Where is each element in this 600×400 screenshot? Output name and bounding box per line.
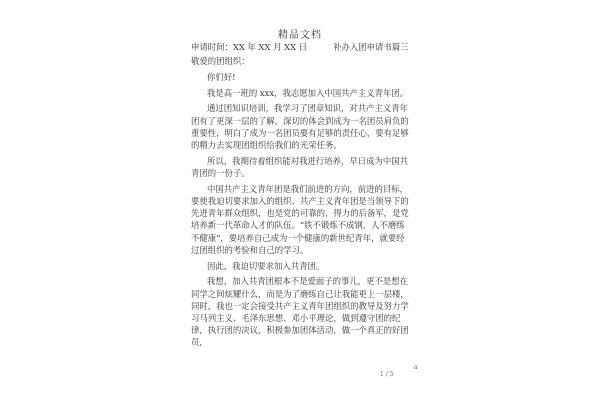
paragraph: 中国共产主义青年团是我们前进的方向，前进的目标，要使我迫切要求加入的组织、共产主义青年团是当领导下的先进青年群众组织，也是党的可靠的，得力的后备军，是党培养新一代革命人才的队伍。“铁不锻炼不成钢，人不磨练不健康”，要培养自己成为一个健康的新世纪青年，就要经过团组织的考验和自己的学习。 — [191, 183, 409, 255]
greeting: 你们好! — [207, 71, 236, 82]
paragraph: 我想，加入共青团根本不是爱面子的事儿，更不是想在同学之间炫耀什么，而是为了磨练自己让我能更上一层楼，同时，我也一定会接受共产主义青年团组织的教导及努力学习马列主义、毛泽东思想、邓小平理论，做到遵守团的纪律，执行团的决议，积极参加团体活动，做一个真正的好团员， — [191, 276, 409, 348]
application-time-value: XX 年 XX 月 XX 日 — [232, 42, 308, 52]
page-number: 1 / 5 — [380, 371, 394, 378]
application-time-label: 申请时间： — [191, 42, 233, 52]
document-header-title: 精品文档 — [278, 30, 322, 41]
letter-body — [191, 55, 409, 352]
paragraph: 因此，我迫切要求加入共青团。 — [207, 260, 325, 271]
paragraph: 通过团知识培训，我学习了团章知识，对共产主义青年团有了更深一层的了解，深切的体会到成为一名团员肩负的重要性，明白了成为一名团员要有足够的责任心，要有足够的精力去实现团组织给我们的光荣任务。 — [191, 103, 409, 150]
margin-mark: a — [414, 364, 418, 371]
document-subtitle: 补办入团申请书篇三 — [333, 42, 409, 52]
paragraph: 所以，我期待着组织能对我进行培养，早日成为中国共青团的一份子。 — [191, 155, 408, 178]
application-meta-line — [191, 41, 411, 53]
salutation: 敬爱的团组织： — [191, 56, 250, 66]
paragraph: 我是高一班的 xxx，我志愿加入中国共产主义青年团。 — [207, 87, 409, 98]
